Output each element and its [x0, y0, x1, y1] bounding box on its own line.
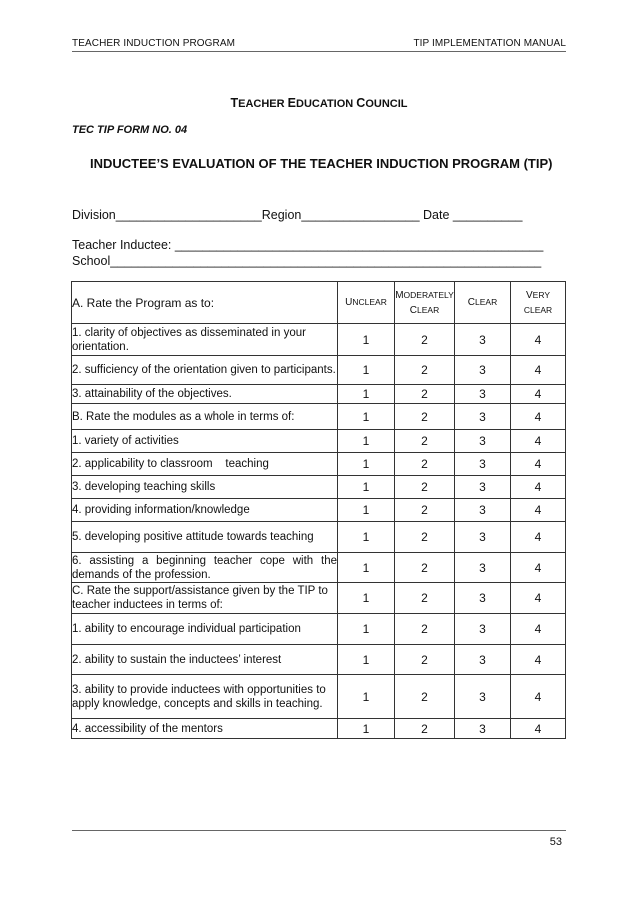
rating-3[interactable]: 3	[455, 430, 511, 453]
row-label: 2. applicability to classroom teaching	[72, 453, 338, 476]
table-header-row	[72, 282, 566, 324]
rating-2[interactable]: 2	[395, 499, 455, 522]
row-label: 4. providing information/knowledge	[72, 499, 338, 522]
rating-1[interactable]: 1	[338, 324, 395, 356]
rating-3[interactable]: 3	[455, 719, 511, 739]
row-label: 1. variety of activities	[72, 430, 338, 453]
rating-2[interactable]: 2	[395, 385, 455, 404]
rating-3[interactable]: 3	[455, 645, 511, 675]
col-moderately-cap: M	[395, 289, 404, 301]
table-row	[72, 453, 566, 476]
rating-1[interactable]: 1	[338, 453, 395, 476]
rating-1[interactable]: 1	[338, 476, 395, 499]
rating-3[interactable]: 3	[455, 675, 511, 719]
section-a-heading: A. Rate the Program as to:	[72, 282, 338, 324]
rating-4[interactable]: 4	[511, 675, 566, 719]
table-row	[72, 719, 566, 739]
row-label: 2. ability to sustain the inductees’ interest	[72, 645, 338, 675]
rating-1[interactable]: 1	[338, 719, 395, 739]
row-label: 1. clarity of objectives as disseminated in your orientation.	[72, 324, 338, 356]
row-label: 6. assisting a beginning teacher cope with the demands of the profession.	[72, 554, 337, 581]
rating-1[interactable]: 1	[338, 385, 395, 404]
rating-2[interactable]: 2	[395, 645, 455, 675]
col-mclear-cap: C	[409, 304, 417, 316]
table-row	[72, 385, 566, 404]
evaluation-title: INDUCTEE’S EVALUATION OF THE TEACHER INDUCTION PROGRAM (TIP)	[90, 156, 553, 171]
rating-2[interactable]: 2	[395, 522, 455, 553]
rating-4[interactable]: 4	[511, 324, 566, 356]
rating-1[interactable]: 1	[338, 553, 395, 583]
rating-3[interactable]: 3	[455, 499, 511, 522]
rating-2[interactable]: 2	[395, 476, 455, 499]
rating-4[interactable]: 4	[511, 645, 566, 675]
col-clear-rest: LEAR	[475, 297, 498, 307]
row-label: 3. developing teaching skills	[72, 476, 338, 499]
rating-3[interactable]: 3	[455, 404, 511, 430]
table-row	[72, 645, 566, 675]
table-row	[72, 499, 566, 522]
rating-2[interactable]: 2	[395, 430, 455, 453]
council-e-rest: DUCATION	[296, 98, 357, 110]
rating-3[interactable]: 3	[455, 476, 511, 499]
header-right: TIP IMPLEMENTATION MANUAL	[413, 38, 566, 49]
council-c-rest: OUNCIL	[365, 98, 408, 110]
rating-1[interactable]: 1	[338, 522, 395, 553]
col-unclear-cap: U	[345, 297, 353, 308]
rating-4[interactable]: 4	[511, 453, 566, 476]
rating-4[interactable]: 4	[511, 553, 566, 583]
rating-1[interactable]: 1	[338, 430, 395, 453]
rating-1[interactable]: 1	[338, 675, 395, 719]
council-c-cap: C	[356, 96, 366, 110]
header-left: TEACHER INDUCTION PROGRAM	[72, 38, 236, 49]
rating-1[interactable]: 1	[338, 583, 395, 614]
council-title	[0, 96, 638, 110]
school-field[interactable]: School______________________________________________________________	[72, 254, 542, 268]
col-unclear	[338, 282, 395, 324]
rating-1[interactable]: 1	[338, 404, 395, 430]
rating-1[interactable]: 1	[338, 356, 395, 385]
rating-1[interactable]: 1	[338, 614, 395, 645]
rating-2[interactable]: 2	[395, 583, 455, 614]
table-row	[72, 675, 566, 719]
rating-4[interactable]: 4	[511, 430, 566, 453]
col-moderately-clear	[395, 282, 455, 324]
council-t-cap: T	[230, 96, 239, 110]
rating-2[interactable]: 2	[395, 404, 455, 430]
rating-3[interactable]: 3	[455, 356, 511, 385]
rating-4[interactable]: 4	[511, 583, 566, 614]
rating-3[interactable]: 3	[455, 614, 511, 645]
col-very-cap: V	[526, 290, 533, 301]
rating-3[interactable]: 3	[455, 553, 511, 583]
rating-4[interactable]: 4	[511, 614, 566, 645]
footer-divider	[72, 830, 566, 831]
table-row	[72, 404, 566, 430]
rating-3[interactable]: 3	[455, 453, 511, 476]
rating-3[interactable]: 3	[455, 583, 511, 614]
row-label: 1. ability to encourage individual participation	[72, 614, 338, 645]
rating-4[interactable]: 4	[511, 522, 566, 553]
table-row	[72, 522, 566, 553]
rating-3[interactable]: 3	[455, 522, 511, 553]
table-row	[72, 476, 566, 499]
rating-4[interactable]: 4	[511, 404, 566, 430]
row-label: 5. developing positive attitude towards teaching	[72, 522, 338, 553]
division-field[interactable]: Division_____________________Region_________________ Date __________	[72, 208, 523, 222]
rating-1[interactable]: 1	[338, 499, 395, 522]
rating-2[interactable]: 2	[395, 675, 455, 719]
table-row	[72, 430, 566, 453]
page-number: 53	[549, 836, 562, 848]
row-label: 2. sufficiency of the orientation given to participants.	[72, 356, 338, 385]
table-row	[72, 614, 566, 645]
rating-4[interactable]: 4	[511, 719, 566, 739]
table-row	[72, 356, 566, 385]
evaluation-table	[71, 281, 566, 739]
form-number: TEC TIP FORM NO. 04	[72, 124, 188, 136]
rating-2[interactable]: 2	[395, 324, 455, 356]
row-label: 3. attainability of the objectives.	[72, 385, 338, 404]
rating-2[interactable]: 2	[395, 553, 455, 583]
row-label: 3. ability to provide inductees with opportunities to apply knowledge, concepts and skills in teaching.	[72, 675, 338, 719]
rating-3[interactable]: 3	[455, 324, 511, 356]
col-vclear: CLEAR	[523, 305, 553, 315]
section-b-heading: B. Rate the modules as a whole in terms of:	[72, 404, 338, 430]
row-label: 4. accessibility of the mentors	[72, 719, 338, 739]
rating-2[interactable]: 2	[395, 719, 455, 739]
table-row	[72, 583, 566, 614]
col-unclear-rest: NCLEAR	[352, 297, 387, 307]
rating-1[interactable]: 1	[338, 645, 395, 675]
rating-3[interactable]: 3	[455, 385, 511, 404]
council-t-rest: EACHER	[238, 98, 288, 110]
rating-2[interactable]: 2	[395, 614, 455, 645]
col-very-clear	[511, 282, 566, 324]
rating-2[interactable]: 2	[395, 356, 455, 385]
rating-4[interactable]: 4	[511, 476, 566, 499]
section-c-heading: C. Rate the support/assistance given by the TIP to teacher inductees in terms of:	[72, 583, 338, 614]
table-row	[72, 553, 566, 583]
rating-4[interactable]: 4	[511, 356, 566, 385]
header-divider	[72, 51, 566, 52]
col-very-rest: ERY	[532, 290, 550, 300]
rating-2[interactable]: 2	[395, 453, 455, 476]
col-mclear-rest: LEAR	[417, 304, 440, 315]
council-e-cap: E	[287, 96, 296, 110]
col-moderately-rest: ODERATELY	[403, 289, 454, 300]
teacher-inductee-field[interactable]: Teacher Inductee: _____________________________________________________	[72, 238, 544, 252]
rating-4[interactable]: 4	[511, 385, 566, 404]
col-clear	[455, 282, 511, 324]
rating-4[interactable]: 4	[511, 499, 566, 522]
table-row	[72, 324, 566, 356]
col-clear-cap: C	[467, 297, 475, 308]
